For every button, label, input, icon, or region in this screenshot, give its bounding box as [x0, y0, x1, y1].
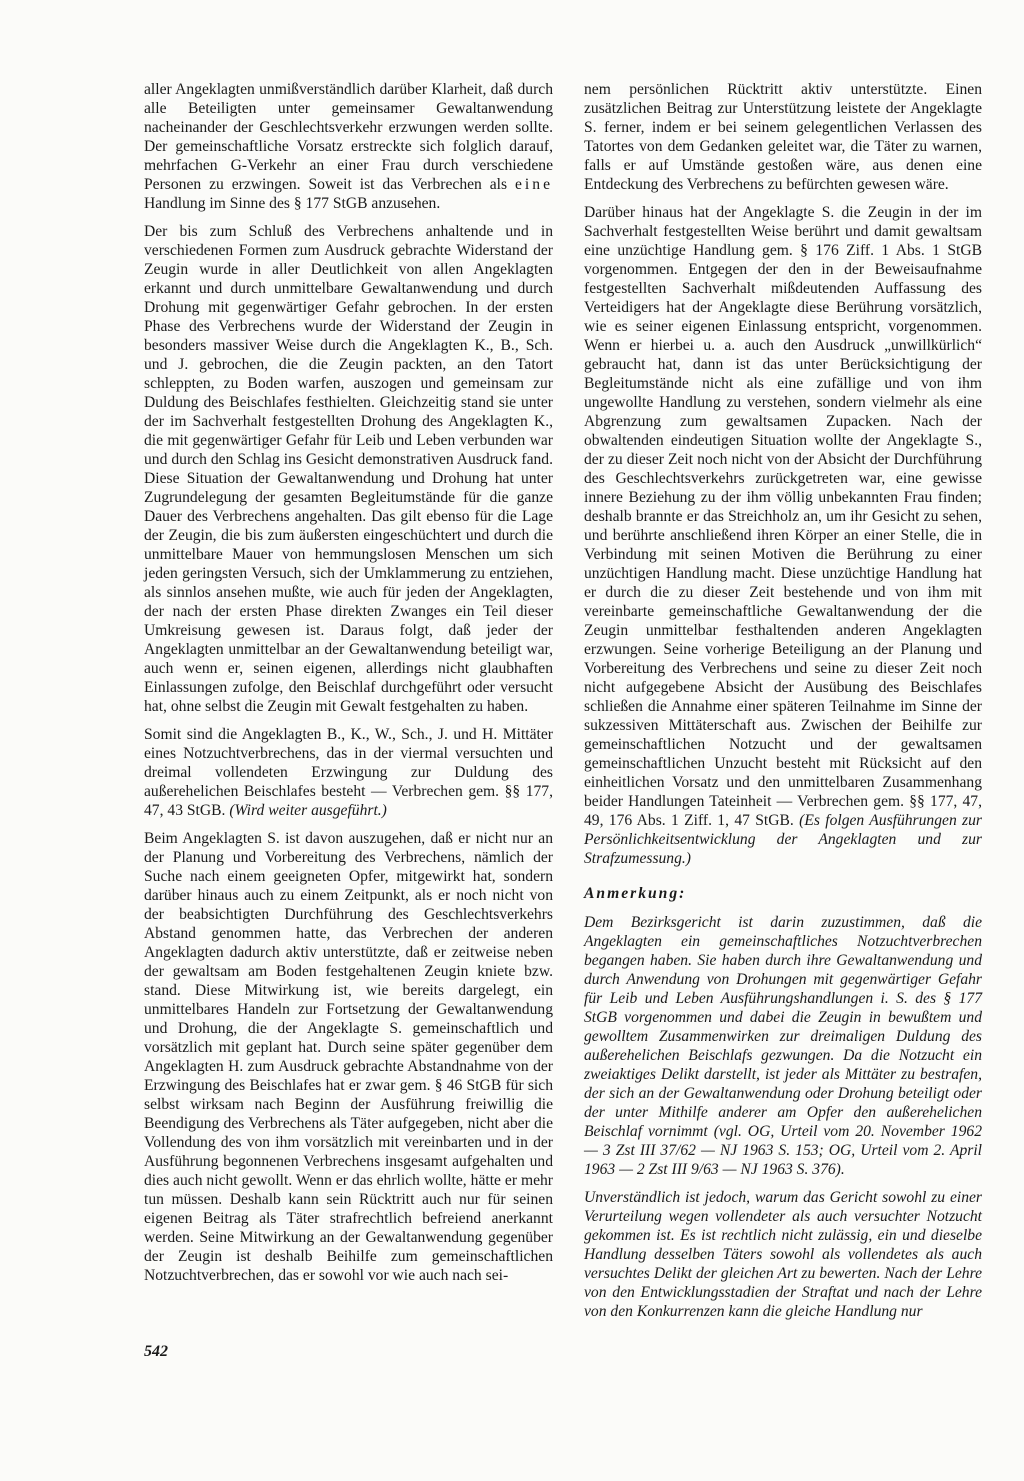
page-number: 542: [144, 1343, 168, 1360]
left-paragraph-1-end: Handlung im Sinne des § 177 StGB anzusehen.: [144, 195, 441, 212]
note-paragraph-1: Dem Bezirksgericht ist darin zuzustimmen, daß die Angeklagten ein gemeinschaftliches Notzuchtverbrechen begangen haben. Sie haben durch ihre Gewaltanwendung und durch Anwendung von Drohungen mit gegenwärtiger Gefahr für Leib und Leben Ausführungshandlungen i. S. des § 177 StGB vorgenommen und dabei die Zeugin in bewußtem und gewolltem Zusammenwirken zur dreimaligen Duldung des außerehelichen Beischlafs gezwungen. Da die Notzucht ein zweiaktiges Delikt darstellt, ist jeder als Mittäter zu bestrafen, der sich an der Gewaltanwendung oder Drohung beteiligt oder der unter Mithilfe anderer am Opfer den außerehelichen Beischlaf vornimmt (vgl. OG, Urteil vom 20. November 1962 — 3 Zst III 37/62 — NJ 1963 S. 153; OG, Urteil vom 2. April 1963 — 2 Zst III 9/63 — NJ 1963 S. 376).: [584, 914, 982, 1178]
left-paragraph-1: [144, 80, 553, 213]
right-paragraph-1: nem persönlichen Rücktritt aktiv unterstützte. Einen zusätzlichen Beitrag zur Unterstützung leistete der Angeklagte S. ferner, indem er bei seinem gelegentlichen Verlassen des Tatortes von dem Gedanken geleitet war, die Täter zu warnen, falls er auf Umstände gestoßen wäre, aus denen eine Entdeckung des Verbrechens zu befürchten gewesen wäre.: [584, 81, 982, 193]
left-paragraph-1-text: aller Angeklagten unmißverständlich darüber Klarheit, daß durch alle Beteiligten unter gemeinsamer Gewaltanwendung nacheinander der Geschlechtsverkehr erzwungen werden sollte. Der gemeinschaftliche Vorsatz erstreckte sich folglich darauf, mehrfachen G-Verkehr an einer Frau durch verschiedene Personen zu erzwingen. Soweit ist das Verbrechen als: [144, 81, 553, 193]
left-paragraph-1-spaced: eine: [515, 176, 553, 193]
right-paragraph-2-italic: (Es folgen Ausführungen zur Persönlichkeitsentwicklung der Angeklagten und zur Strafzumessung.): [584, 812, 982, 867]
right-paragraph-2-text: Darüber hinaus hat der Angeklagte S. die Zeugin in der im Sachverhalt festgestellten Weise berührt und damit gewaltsam eine unzüchtige Handlung gem. § 176 Ziff. 1 Abs. 1 StGB vorgenommen. Entgegen der den in der Beweisaufnahme festgestellten Sachverhalt mißdeutenden Auffassung des Verteidigers hat der Angeklagte diese Berührung vorsätzlich, wie es seiner eigenen Einlassung entspricht, vorgenommen. Wenn er hierbei u. a. auch den Ausdruck „unwillkürlich“ gebraucht hat, dann ist das unter Berücksichtigung der Begleitumstände nicht als eine zufällige und von ihm ungewollte Handlung zu verstehen, sondern vielmehr als eine Abgrenzung zum gewaltsamen Zupacken. Nach der obwaltenden eindeutigen Situation wollte der Angeklagte S., der zu dieser Zeit noch nicht von der Absicht der Durchführung des Geschlechtsverkehrs zurückgetreten war, eine gewisse innere Beziehung zu der ihm völlig unbekannten Frau finden; deshalb brannte er das Streichholz an, um ihr Gesicht zu sehen, und berührte anschließend ihren Körper an einer Stelle, die in Verbindung mit seinen Motiven die Berührung zu einer unzüchtigen Handlung macht. Diese unzüchtige Handlung hat er durch die zu dieser Zeit bestehende und von ihm mit vereinbarte gemeinschaftliche Gewaltanwendung der die Zeugin unmittelbar festhaltenden anderen Angeklagten erzwungen. Seine vorherige Beteiligung an der Planung und Vorbereitung des Verbrechens und seine zu dieser Zeit noch nicht aufgegebene Absicht der Ausübung des Beischlafes schließen die Annahme einer späteren Teilnahme im Sinne der sukzessiven Mittäterschaft aus. Zwischen der Beihilfe zur gemeinschaftlichen Notzucht und der gewaltsamen gemeinschaftlichen Unzucht besteht mit Rücksicht auf den einheitlichen Vorsatz und den unmittelbaren Zusammenhang beider Handlungen Tateinheit — Verbrechen gem. §§ 177, 47, 49, 176 Abs. 1 Ziff. 1, 47 StGB.: [584, 204, 982, 829]
left-paragraph-2: Der bis zum Schluß des Verbrechens anhaltende und in verschiedenen Formen zum Ausdruck gebrachte Widerstand der Zeugin wurde in aller Deutlichkeit von allen Angeklagten erkannt und durch unmittelbare Gewaltanwendung und durch Drohung mit gegenwärtiger Gefahr gebrochen. In der ersten Phase des Verbrechens wurde der Widerstand der Zeugin in besonders massiver Weise durch die Angeklagten K., B., Sch. und J. gebrochen, die die Zeugin packten, an den Tatort schleppten, zu Boden warfen, auszogen und gemeinsam zur Duldung des Beischlafes festhielten. Gleichzeitig stand sie unter der im Sachverhalt festgestellten Drohung des Angeklagten K., die mit gegenwärtiger Gefahr für Leib und Leben verbunden war und durch den Schlag ins Gesicht demonstrativen Ausdruck fand. Diese Situation der Gewaltanwendung und Drohung hat unter Zugrundelegung der gesamten Begleitumstände für die ganze Dauer des Verbrechens angehalten. Das gilt ebenso für die Lage der Zeugin, die bis zum äußersten eingeschüchtert und durch die unmittelbare Mauer von hemmungslosen Menschen um sich jeden geringsten Versuch, sich der Umklammerung zu entziehen, als sinnlos ansehen mußte, wie auch für jeden der Angeklagten, der nach der ersten Phase direkten Zwanges ein Teil dieser Umkreisung gewesen ist. Daraus folgt, daß jeder der Angeklagten unmittelbar an der Gewaltanwendung beteiligt war, auch wenn er, seinen eigenen, allerdings nicht glaubhaften Einlassungen zufolge, den Beischlaf durchgeführt oder versucht hat, ohne selbst die Zeugin mit Gewalt festgehalten zu haben.: [144, 223, 553, 715]
note-paragraph-2: Unverständlich ist jedoch, warum das Gericht sowohl zu einer Verurteilung wegen vollendeter als auch versuchter Notzucht gekommen ist. Es ist rechtlich nicht zulässig, ein und dieselbe Handlung desselben Täters sowohl als vollendetes als auch versuchtes Delikt der gleichen Art zu bewerten. Nach der Lehre von den Entwicklungsstadien der Straftat und nach der Lehre von den Konkurrenzen kann die gleiche Handlung nur: [584, 1189, 982, 1320]
left-paragraph-4: Beim Angeklagten S. ist davon auszugehen, daß er nicht nur an der Planung und Vorbereitung des Verbrechens, nämlich der Suche nach einem geeigneten Opfer, mitgewirkt hat, sondern darüber hinaus auch zu einem Zeitpunkt, als er noch nicht von der beabsichtigten Durchführung des Geschlechtsverkehrs Abstand genommen hatte, das Verbrechen der anderen Angeklagten dadurch aktiv unterstützte, daß er zeitweise neben der gewaltsam am Boden festgehaltenen Zeugin kniete bzw. stand. Diese Mitwirkung ist, wie bereits dargelegt, ein unmittelbares Handeln zur Fortsetzung der Gewaltanwendung und Drohung, die der Angeklagte S. gemeinschaftlich und vorsätzlich mit geplant hat. Durch seine später gegenüber dem Angeklagten H. zum Ausdruck gebrachte Abstandnahme von der Erzwingung des Beischlafes hat er zwar gem. § 46 StGB für sich selbst wirksam nach Beginn der Ausführung freiwillig die Beendigung des Verbrechens als Täter aufgegeben, nicht aber die Vollendung des von ihm vorsätzlich mit vereinbarten und in der Ausführung begonnenen Verbrechens insgesamt aufgehalten und dies auch nicht gewollt. Wenn er das ehrlich wollte, hätte er mehr tun müssen. Deshalb kann sein Rücktritt auch nur für seinen eigenen Beitrag als Täter strafrechtlich befreiend anerkannt werden. Seine Mitwirkung an der Gewaltanwendung gegenüber der Zeugin ist deshalb Beihilfe zum gemeinschaftlichen Notzuchtverbrechen, das er sowohl vor wie auch nach sei-: [144, 830, 553, 1284]
left-paragraph-3: [144, 725, 553, 820]
right-column: [584, 80, 982, 1330]
note-heading: Anmerkung:: [584, 885, 687, 902]
left-paragraph-3-text: Somit sind die Angeklagten B., K., W., Sch., J. und H. Mittäter eines Notzuchtverbrechens, das in der viermal versuchten und dreimal vollendeten Erzwingung zur Duldung des außerehelichen Beischlafes besteht — Verbrechen gem. §§ 177, 47, 43 StGB.: [144, 726, 553, 819]
left-column: [144, 80, 553, 1294]
right-paragraph-2: [584, 203, 982, 868]
left-paragraph-3-italic: (Wird weiter ausgeführt.): [229, 802, 387, 819]
